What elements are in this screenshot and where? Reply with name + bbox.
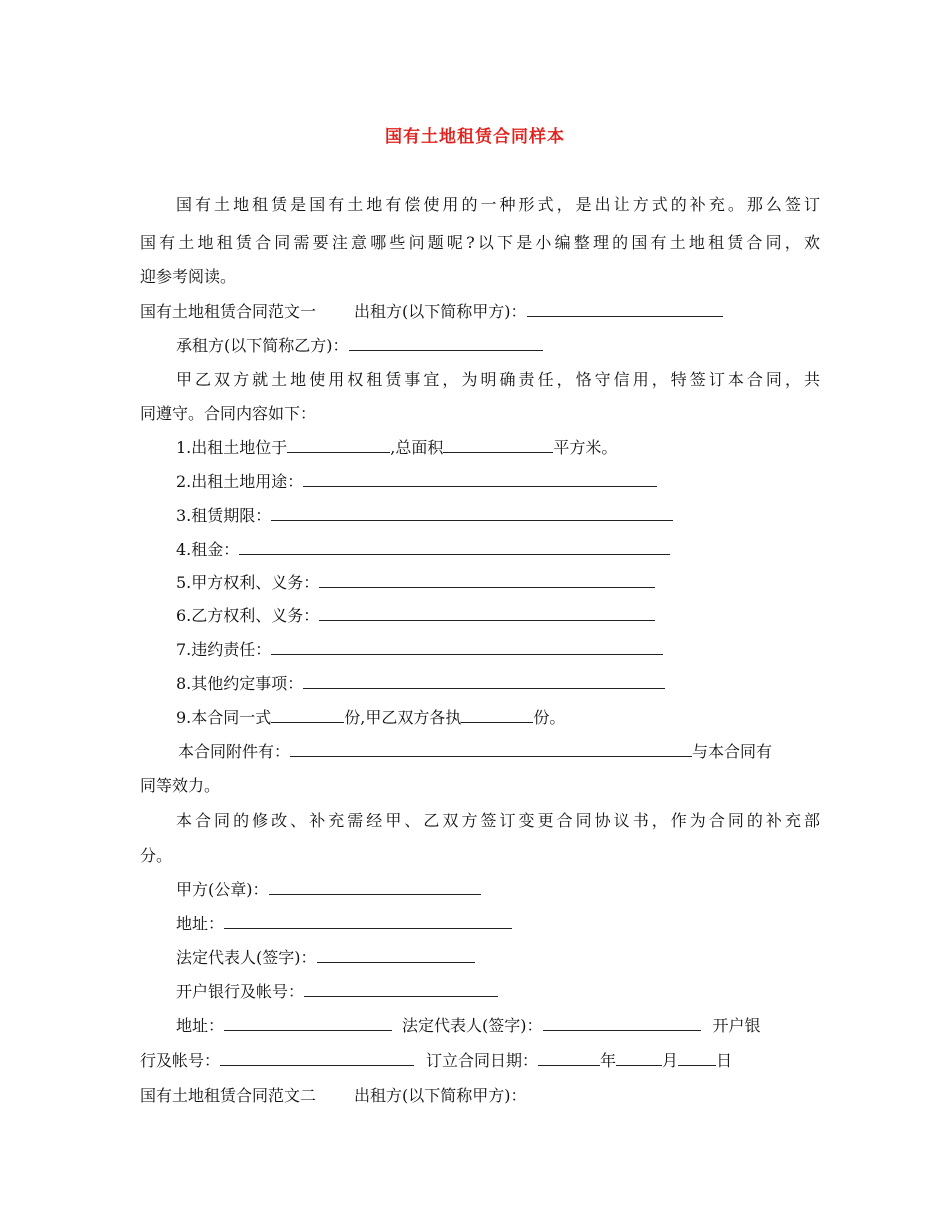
bank-account-blank [304,981,498,997]
preamble-line-2: 同遵守。合同内容如下： [140,404,317,423]
liability-blank [271,639,663,655]
lessor-blank [527,301,723,317]
term-blank [271,505,673,521]
item-6-label: 6.乙方权利、义务： [176,606,320,625]
legal-rep-label: 法定代表人(签字)： [176,948,317,967]
lessee-line [176,335,820,357]
item-1-unit: 平方米。 [553,438,618,457]
item-1-area-label: ,总面积 [390,438,444,457]
party-b-legal-rep-label: 法定代表人(签字)： [402,1016,543,1035]
item-7-label: 7.违约责任： [176,640,272,659]
amend-line-1: 本合同的修改、补充需经甲、乙双方签订变更合同协议书，作为合同的补充部 [176,811,820,830]
item-3 [176,505,820,527]
attachment-blank [290,741,692,757]
party-b-bank-date-line [140,1050,820,1072]
intro-line-1: 国有土地租赁是国有土地有偿使用的一种形式，是出让方式的补充。那么签订 [176,195,820,214]
sample1-heading: 国有土地租赁合同范文一 [140,302,317,321]
month-blank [616,1050,662,1066]
sign-date-label: 订立合同日期： [426,1051,539,1070]
attachment-line [178,741,822,763]
attachment-tail: 与本合同有 [692,742,773,761]
party-b-address-blank [224,1015,392,1031]
party-b-bank-label-part1: 开户银 [712,1016,761,1035]
usage-blank [303,471,657,487]
copies-blank [271,707,344,723]
party-b-bank-label-part2: 行及帐号： [140,1051,221,1070]
item-7 [176,639,820,661]
party-b-info-line [176,1015,820,1037]
legal-rep-blank [317,947,475,963]
item-9 [176,707,820,729]
amend-line-2: 分。 [140,846,173,865]
item-3-label: 3.租赁期限： [176,506,272,525]
party-b-legal-rep-blank [543,1015,701,1031]
party-a-seal-label: 甲方(公章)： [176,880,269,899]
document-title: 国有土地租赁合同样本 [385,127,565,147]
lessee-label: 承租方(以下简称乙方)： [176,336,349,355]
party-b-bank-blank [220,1050,414,1066]
item-8 [176,673,820,695]
party-a-seal-line [176,879,820,901]
year-blank [538,1050,600,1066]
month-label: 月 [662,1051,679,1070]
party-a-seal-blank [269,879,481,895]
item-2 [176,471,820,493]
bank-account-line [176,981,820,1003]
item-5 [176,572,820,594]
item-1 [176,437,820,459]
party-b-rights-blank [319,605,655,621]
day-blank [678,1050,716,1066]
rent-blank [239,539,670,555]
attachment-label: 本合同附件有： [178,742,291,761]
item-9-each-label: 份,甲乙双方各执 [344,708,462,727]
location-blank [287,437,390,453]
year-label: 年 [600,1051,617,1070]
item-4-label: 4.租金： [176,540,240,559]
day-label: 日 [716,1051,733,1070]
address-line [176,913,820,935]
item-1-label: 1.出租土地位于 [176,438,288,457]
intro-line-2: 国有土地租赁合同需要注意哪些问题呢?以下是小编整理的国有土地租赁合同，欢 [140,233,820,252]
item-6 [176,605,820,627]
party-b-address-label: 地址： [176,1016,225,1035]
sample2-header-line [140,1085,820,1107]
item-9-unit: 份。 [533,708,566,727]
area-blank [443,437,553,453]
address-blank [224,913,512,929]
lessee-blank [349,335,543,351]
bank-account-label: 开户银行及帐号： [176,982,305,1001]
item-2-label: 2.出租土地用途： [176,472,304,491]
item-4 [176,539,820,561]
preamble-line-1: 甲乙双方就土地使用权租赁事宜，为明确责任，恪守信用，特签订本合同，共 [176,370,820,389]
party-a-rights-blank [319,572,655,588]
each-copies-blank [461,707,533,723]
item-9-label: 9.本合同一式 [176,708,272,727]
other-matters-blank [303,673,665,689]
attachment-cont: 同等效力。 [140,776,221,795]
address-label: 地址： [176,914,225,933]
intro-line-3: 迎参考阅读。 [140,267,237,286]
item-5-label: 5.甲方权利、义务： [176,573,320,592]
sample2-lessor-label: 出租方(以下简称甲方)： [354,1086,527,1105]
item-8-label: 8.其他约定事项： [176,674,304,693]
sample1-header-line [140,301,820,323]
legal-rep-line [176,947,820,969]
sample2-heading: 国有土地租赁合同范文二 [140,1086,317,1105]
lessor-label: 出租方(以下简称甲方)： [354,302,527,321]
